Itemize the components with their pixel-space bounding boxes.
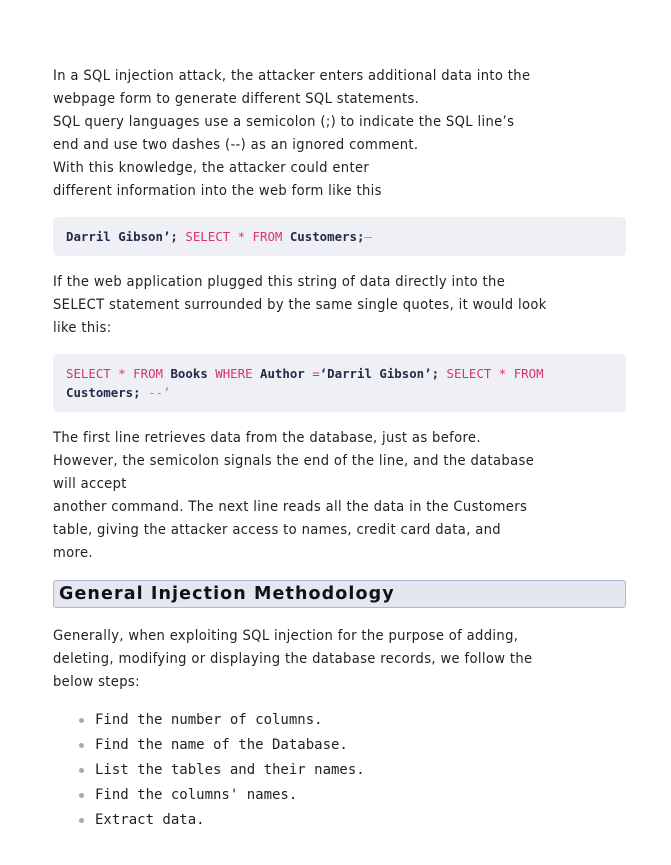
bullet-icon <box>79 718 84 723</box>
text-line: webpage form to generate different SQL statements. <box>53 90 420 107</box>
text-line: Generally, when exploiting SQL injection for the purpose of adding, <box>53 627 519 644</box>
list-item <box>77 783 626 808</box>
code-token: Books <box>163 366 216 381</box>
text-line: below steps: <box>53 673 140 690</box>
code-keyword: FROM <box>252 229 283 244</box>
code-token <box>245 229 252 244</box>
list-item-text: Extract data. <box>95 812 205 828</box>
code-block-resulting-query[interactable] <box>53 354 626 412</box>
text-line: more. <box>53 544 93 561</box>
code-token: Customers; <box>282 229 365 244</box>
list-item-text: List the tables and their names. <box>95 762 365 778</box>
bullet-icon <box>79 818 84 823</box>
text-line: SQL query languages use a semicolon (;) to indicate the SQL line’s <box>53 113 515 130</box>
article-content <box>53 64 626 833</box>
code-keyword: FROM <box>133 366 164 381</box>
code-token: Author <box>252 366 313 381</box>
text-line: In a SQL injection attack, the attacker enters additional data into the <box>53 67 531 84</box>
bullet-icon <box>79 793 84 798</box>
text-line: end and use two dashes (--) as an ignored comment. <box>53 136 419 153</box>
list-item-text: Find the name of the Database. <box>95 737 348 753</box>
steps-list <box>53 708 626 833</box>
code-keyword: SELECT <box>66 366 111 381</box>
code-keyword: * <box>118 366 126 381</box>
bullet-icon <box>79 768 84 773</box>
code-keyword: SELECT <box>185 229 231 244</box>
consequence-paragraph <box>53 426 626 564</box>
code-token <box>230 229 237 244</box>
list-item <box>77 708 626 733</box>
code-line <box>66 227 613 246</box>
explanation-paragraph <box>53 270 626 339</box>
text-line: will accept <box>53 475 127 492</box>
text-line: The first line retrieves data from the database, just as before. <box>53 429 481 446</box>
text-line: another command. The next line reads all the data in the Customers <box>53 498 528 515</box>
code-keyword: = <box>312 366 320 381</box>
code-keyword: WHERE <box>215 366 253 381</box>
methodology-paragraph <box>53 624 626 693</box>
code-comment: — <box>364 229 372 244</box>
code-keyword: FROM <box>513 366 544 381</box>
text-line: If the web application plugged this string of data directly into the <box>53 273 506 290</box>
code-token: Darril Gibson’; <box>66 229 186 244</box>
code-comment: --’ <box>148 385 171 400</box>
code-keyword: * <box>237 229 246 244</box>
code-token: ‘Darril Gibson’; <box>319 366 447 381</box>
list-item <box>77 808 626 833</box>
code-token <box>491 366 498 381</box>
bullet-icon <box>79 743 84 748</box>
section-heading: General Injection Methodology <box>53 580 626 608</box>
text-line: deleting, modifying or displaying the database records, we follow the <box>53 650 533 667</box>
code-line <box>66 364 613 383</box>
text-line: With this knowledge, the attacker could enter <box>53 159 370 176</box>
text-line: like this: <box>53 319 112 336</box>
list-item <box>77 758 626 783</box>
code-token <box>506 366 513 381</box>
code-line <box>66 383 613 402</box>
code-block-injection-string[interactable] <box>53 217 626 256</box>
code-keyword: SELECT <box>446 366 492 381</box>
code-keyword: * <box>498 366 507 381</box>
text-line: SELECT statement surrounded by the same single quotes, it would look <box>53 296 547 313</box>
intro-paragraph <box>53 64 626 202</box>
text-line: However, the semicolon signals the end of the line, and the database <box>53 452 535 469</box>
list-item-text: Find the number of columns. <box>95 712 323 728</box>
text-line: table, giving the attacker access to names, credit card data, and <box>53 521 501 538</box>
code-token: Customers; <box>66 385 149 400</box>
list-item-text: Find the columns' names. <box>95 787 298 803</box>
text-line: different information into the web form like this <box>53 182 382 199</box>
list-item <box>77 733 626 758</box>
